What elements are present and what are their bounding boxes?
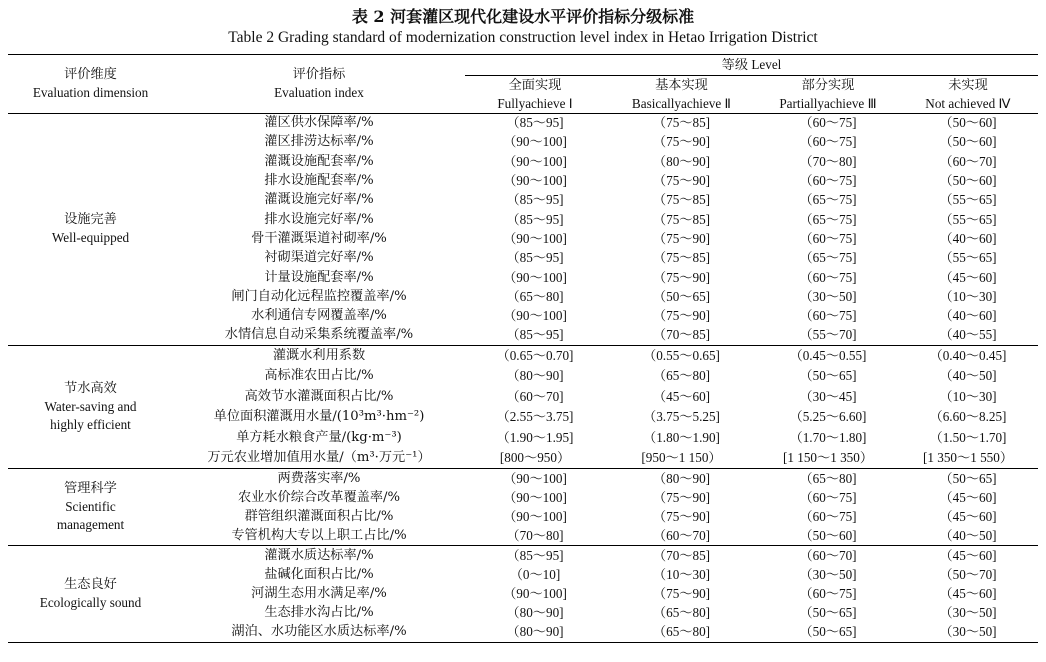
level-value-cell: （0～10] (509, 566, 561, 582)
dimension-en: Scientific management (56, 499, 125, 533)
level-value-cell: （50～65] (799, 367, 857, 383)
level-value-cell: （30～50] (799, 288, 857, 304)
level-value-cell: （65～80] (652, 367, 711, 383)
level-value-cell: （50～65] (652, 288, 711, 304)
level-value-cell: （55～65] (939, 250, 997, 266)
level-value-cell: （90～100] (503, 489, 567, 505)
level-value-cell: （30～45] (799, 388, 857, 404)
level-value-cell: （75～90] (652, 230, 711, 246)
index-cell: 灌溉水质达标率/% (173, 546, 465, 565)
level-value-cell: （40～60] (939, 230, 997, 246)
level-value-cell: （60～75] (799, 230, 857, 246)
level-value-cell: （90～100] (465, 469, 605, 488)
level-value-cell: （70～80] (506, 527, 564, 543)
level-value-cell: （50～70] (939, 566, 997, 582)
dimension-cell (8, 546, 173, 642)
level-value-cell: （60～70] (506, 388, 564, 404)
index-cell: 水利通信专网覆盖率/% (251, 308, 387, 324)
level-value-cell: （85～95] (506, 211, 564, 227)
level-value-cell: （50～60] (939, 134, 997, 150)
index-cell: 湖泊、水功能区水质达标率/% (173, 623, 465, 642)
level-value-cell: （85～95] (506, 115, 564, 131)
level-value-cell: （1.80～1.90] (643, 429, 720, 445)
level-value-cell: （50～65] (758, 623, 898, 642)
level-value-cell: （3.75～5.25] (643, 409, 720, 425)
level-value-cell: （80～90] (465, 623, 605, 642)
level-value-cell: （0.65～0.70] (465, 345, 605, 366)
level-value-cell: （60～75] (799, 173, 857, 189)
level-4-en: Not achieved Ⅳ (925, 95, 1011, 111)
level-2-en: Basicallyachieve Ⅱ (631, 95, 732, 111)
level-value-cell: （80～90] (605, 469, 758, 488)
level-value-cell: （75～90] (652, 173, 711, 189)
table-row (8, 469, 1038, 488)
level-value-cell: （75～90] (652, 508, 711, 524)
level-value-cell: （40～50] (939, 527, 997, 543)
level-value-cell: （85～95] (506, 327, 564, 343)
index-cell: 骨干灌溉渠道衬砌率/% (251, 230, 387, 246)
level-value-cell: （10～30] (939, 288, 997, 304)
index-cell: 排水设施完好率/% (264, 211, 374, 227)
level-value-cell: （60～75] (799, 508, 857, 524)
level-value-cell: （10～30] (939, 388, 997, 404)
index-cell: 排水设施配套率/% (264, 173, 374, 189)
level-4-cn: 未实现 (948, 77, 988, 93)
level-value-cell: （70～85] (605, 546, 758, 565)
dimension-cell (8, 469, 173, 546)
header-dimension (8, 55, 173, 114)
dimension-cn: 设施完善 (64, 212, 117, 228)
level-value-cell: （90～100] (503, 134, 567, 150)
dimension-en: Water-saving and highly efficient (44, 398, 137, 432)
header-level-2 (605, 76, 758, 114)
dimension-en: Ecologically sound (39, 595, 142, 611)
level-value-cell: （80～90] (506, 367, 564, 383)
table-row (8, 546, 1038, 565)
level-value-cell: （55～65] (939, 192, 997, 208)
index-cell: 群管组织灌溉面积占比/% (244, 508, 394, 524)
index-cell: 河湖生态用水满足率/% (251, 586, 387, 602)
level-value-cell: （70～80] (799, 153, 857, 169)
index-cell: 水情信息自动采集系统覆盖率/% (224, 327, 414, 343)
index-cell: 万元农业增加值用水量/（m³·万元⁻¹） (207, 450, 431, 466)
level-value-cell: （1.50～1.70] (929, 429, 1007, 445)
level-value-cell: （75～85] (652, 115, 711, 131)
level-value-cell: （65～80] (605, 623, 758, 642)
header-level-3 (758, 76, 898, 114)
level-value-cell: （30～50] (939, 605, 997, 621)
level-value-cell: （90～100] (503, 308, 567, 324)
level-value-cell: （75～90] (652, 308, 711, 324)
header-level-1 (465, 76, 605, 114)
level-value-cell: （60～75] (799, 115, 857, 131)
level-3-cn: 部分实现 (801, 77, 855, 93)
level-value-cell: （30～50] (898, 623, 1038, 642)
header-dimension-cn: 评价维度 (64, 67, 117, 82)
level-value-cell: （45～60] (898, 546, 1038, 565)
index-cell: 灌溉设施配套率/% (264, 153, 374, 169)
table-body (8, 114, 1038, 643)
index-cell: 盐碱化面积占比/% (264, 566, 374, 582)
dimension-en: Well-equipped (51, 230, 130, 246)
level-value-cell: （45～60] (939, 489, 997, 505)
index-cell: 专管机构大专以上职工占比/% (231, 527, 407, 543)
level-value-cell: （65～75] (799, 192, 857, 208)
grading-table (8, 54, 1038, 643)
level-value-cell: （6.60～8.25] (929, 409, 1007, 425)
level-1-en: Fullyachieve Ⅰ (497, 95, 573, 111)
table-title-cn: 表 2 河套灌区现代化建设水平评价指标分级标准 (351, 7, 695, 26)
level-value-cell: （60～75] (799, 308, 857, 324)
level-value-cell: （45～60] (939, 269, 997, 285)
level-value-cell: （75～90] (652, 489, 711, 505)
level-value-cell: （10～30] (652, 566, 711, 582)
header-index (173, 55, 465, 114)
level-value-cell: （55～65] (939, 211, 997, 227)
level-value-cell: （90～100] (503, 153, 567, 169)
index-cell: 闸门自动化远程监控覆盖率/% (231, 288, 407, 304)
header-dimension-en: Evaluation dimension (32, 85, 149, 100)
index-cell: 衬砌渠道完好率/% (264, 250, 374, 266)
level-value-cell: [1 350～1 550） (922, 450, 1014, 466)
header-level-4 (898, 76, 1038, 114)
level-value-cell: （45～60] (939, 508, 997, 524)
level-value-cell: （65～75] (799, 211, 857, 227)
level-value-cell: （50～65] (898, 469, 1038, 488)
index-cell: 生态排水沟占比/% (264, 605, 374, 621)
index-cell: 单方耗水粮食产量/(kg·m⁻³) (236, 429, 402, 445)
index-cell: 灌区排涝达标率/% (264, 134, 374, 150)
level-value-cell: （1.70～1.80] (789, 429, 867, 445)
index-cell: 高效节水灌溉面积占比/% (244, 388, 394, 404)
dimension-cn: 管理科学 (64, 481, 117, 497)
header-index-cn: 评价指标 (292, 67, 346, 82)
index-cell: 灌区供水保障率/% (264, 115, 374, 131)
level-value-cell: （90～100] (503, 173, 567, 189)
index-cell: 两费落实率/% (173, 469, 465, 488)
level-value-cell: （90～100] (503, 508, 567, 524)
level-value-cell: （65～80] (652, 605, 711, 621)
level-value-cell: （65～75] (799, 250, 857, 266)
level-value-cell: （50～60] (939, 115, 997, 131)
level-value-cell: （60～70] (939, 153, 997, 169)
index-cell: 单位面积灌溉用水量/(10³m³·hm⁻²) (213, 409, 425, 425)
level-value-cell: （85～95] (506, 250, 564, 266)
level-value-cell: （5.25～6.60] (789, 409, 867, 425)
level-value-cell: （75～90] (652, 269, 711, 285)
level-value-cell: （65～80] (506, 288, 564, 304)
level-value-cell: （75～85] (652, 250, 711, 266)
dimension-cn: 生态良好 (64, 577, 117, 593)
level-value-cell: （40～60] (939, 308, 997, 324)
level-value-cell: （30～50] (799, 566, 857, 582)
level-value-cell: （50～60] (799, 527, 857, 543)
index-cell: 灌溉水利用系数 (173, 345, 465, 366)
level-value-cell: （70～85] (652, 327, 711, 343)
index-cell: 计量设施配套率/% (264, 269, 374, 285)
level-value-cell: （90～100] (503, 230, 567, 246)
table-title-en: Table 2 Grading standard of modernization construction level index in Hetao Irrigation District (228, 29, 818, 46)
dimension-cn: 节水高效 (64, 380, 117, 396)
level-value-cell: （0.45～0.55] (758, 345, 898, 366)
level-1-cn: 全面实现 (508, 77, 562, 93)
level-value-cell: （60～75] (799, 489, 857, 505)
level-value-cell: （45～60] (939, 586, 997, 602)
level-value-cell: [950～1 150） (641, 450, 722, 466)
level-value-cell: （75～85] (652, 211, 711, 227)
level-value-cell: [800～950） (499, 450, 571, 466)
level-value-cell: （60～75] (799, 134, 857, 150)
level-3-en: Partiallyachieve Ⅲ (779, 95, 877, 111)
level-value-cell: （75～90] (652, 586, 711, 602)
level-value-cell: （60～70] (652, 527, 711, 543)
table-row (8, 345, 1038, 366)
level-value-cell: （40～50] (939, 367, 997, 383)
dimension-cell (8, 345, 173, 469)
header-level: 等级 Level (465, 55, 1038, 76)
level-value-cell: （0.55～0.65] (605, 345, 758, 366)
index-cell: 农业水价综合改革覆盖率/% (237, 489, 401, 505)
level-value-cell: （60～75] (799, 269, 857, 285)
level-value-cell: （1.90～1.95] (496, 429, 574, 445)
level-value-cell: （90～100] (503, 586, 567, 602)
level-value-cell: （80～90] (506, 605, 564, 621)
level-value-cell: （65～80] (758, 469, 898, 488)
level-value-cell: （80～90] (652, 153, 711, 169)
level-value-cell: （40～55] (939, 327, 997, 343)
level-value-cell: [1 150～1 350） (782, 450, 874, 466)
level-value-cell: （75～90] (652, 134, 711, 150)
level-value-cell: （2.55～3.75] (496, 409, 574, 425)
table-row (8, 114, 1038, 133)
level-value-cell: （50～65] (799, 605, 857, 621)
level-value-cell: （60～75] (799, 586, 857, 602)
index-cell: 灌溉设施完好率/% (264, 192, 374, 208)
level-value-cell: （90～100] (503, 269, 567, 285)
level-value-cell: （60～70] (758, 546, 898, 565)
index-cell: 高标准农田占比/% (264, 367, 374, 383)
level-value-cell: （55～70] (799, 327, 857, 343)
level-value-cell: （75～85] (652, 192, 711, 208)
level-2-cn: 基本实现 (655, 77, 708, 93)
level-value-cell: （45～60] (652, 388, 711, 404)
level-value-cell: （50～60] (939, 173, 997, 189)
level-value-cell: （0.40～0.45] (898, 345, 1038, 366)
header-index-en: Evaluation index (274, 85, 364, 100)
dimension-cell (8, 114, 173, 346)
level-value-cell: （85～95] (506, 192, 564, 208)
level-value-cell: （85～95] (465, 546, 605, 565)
